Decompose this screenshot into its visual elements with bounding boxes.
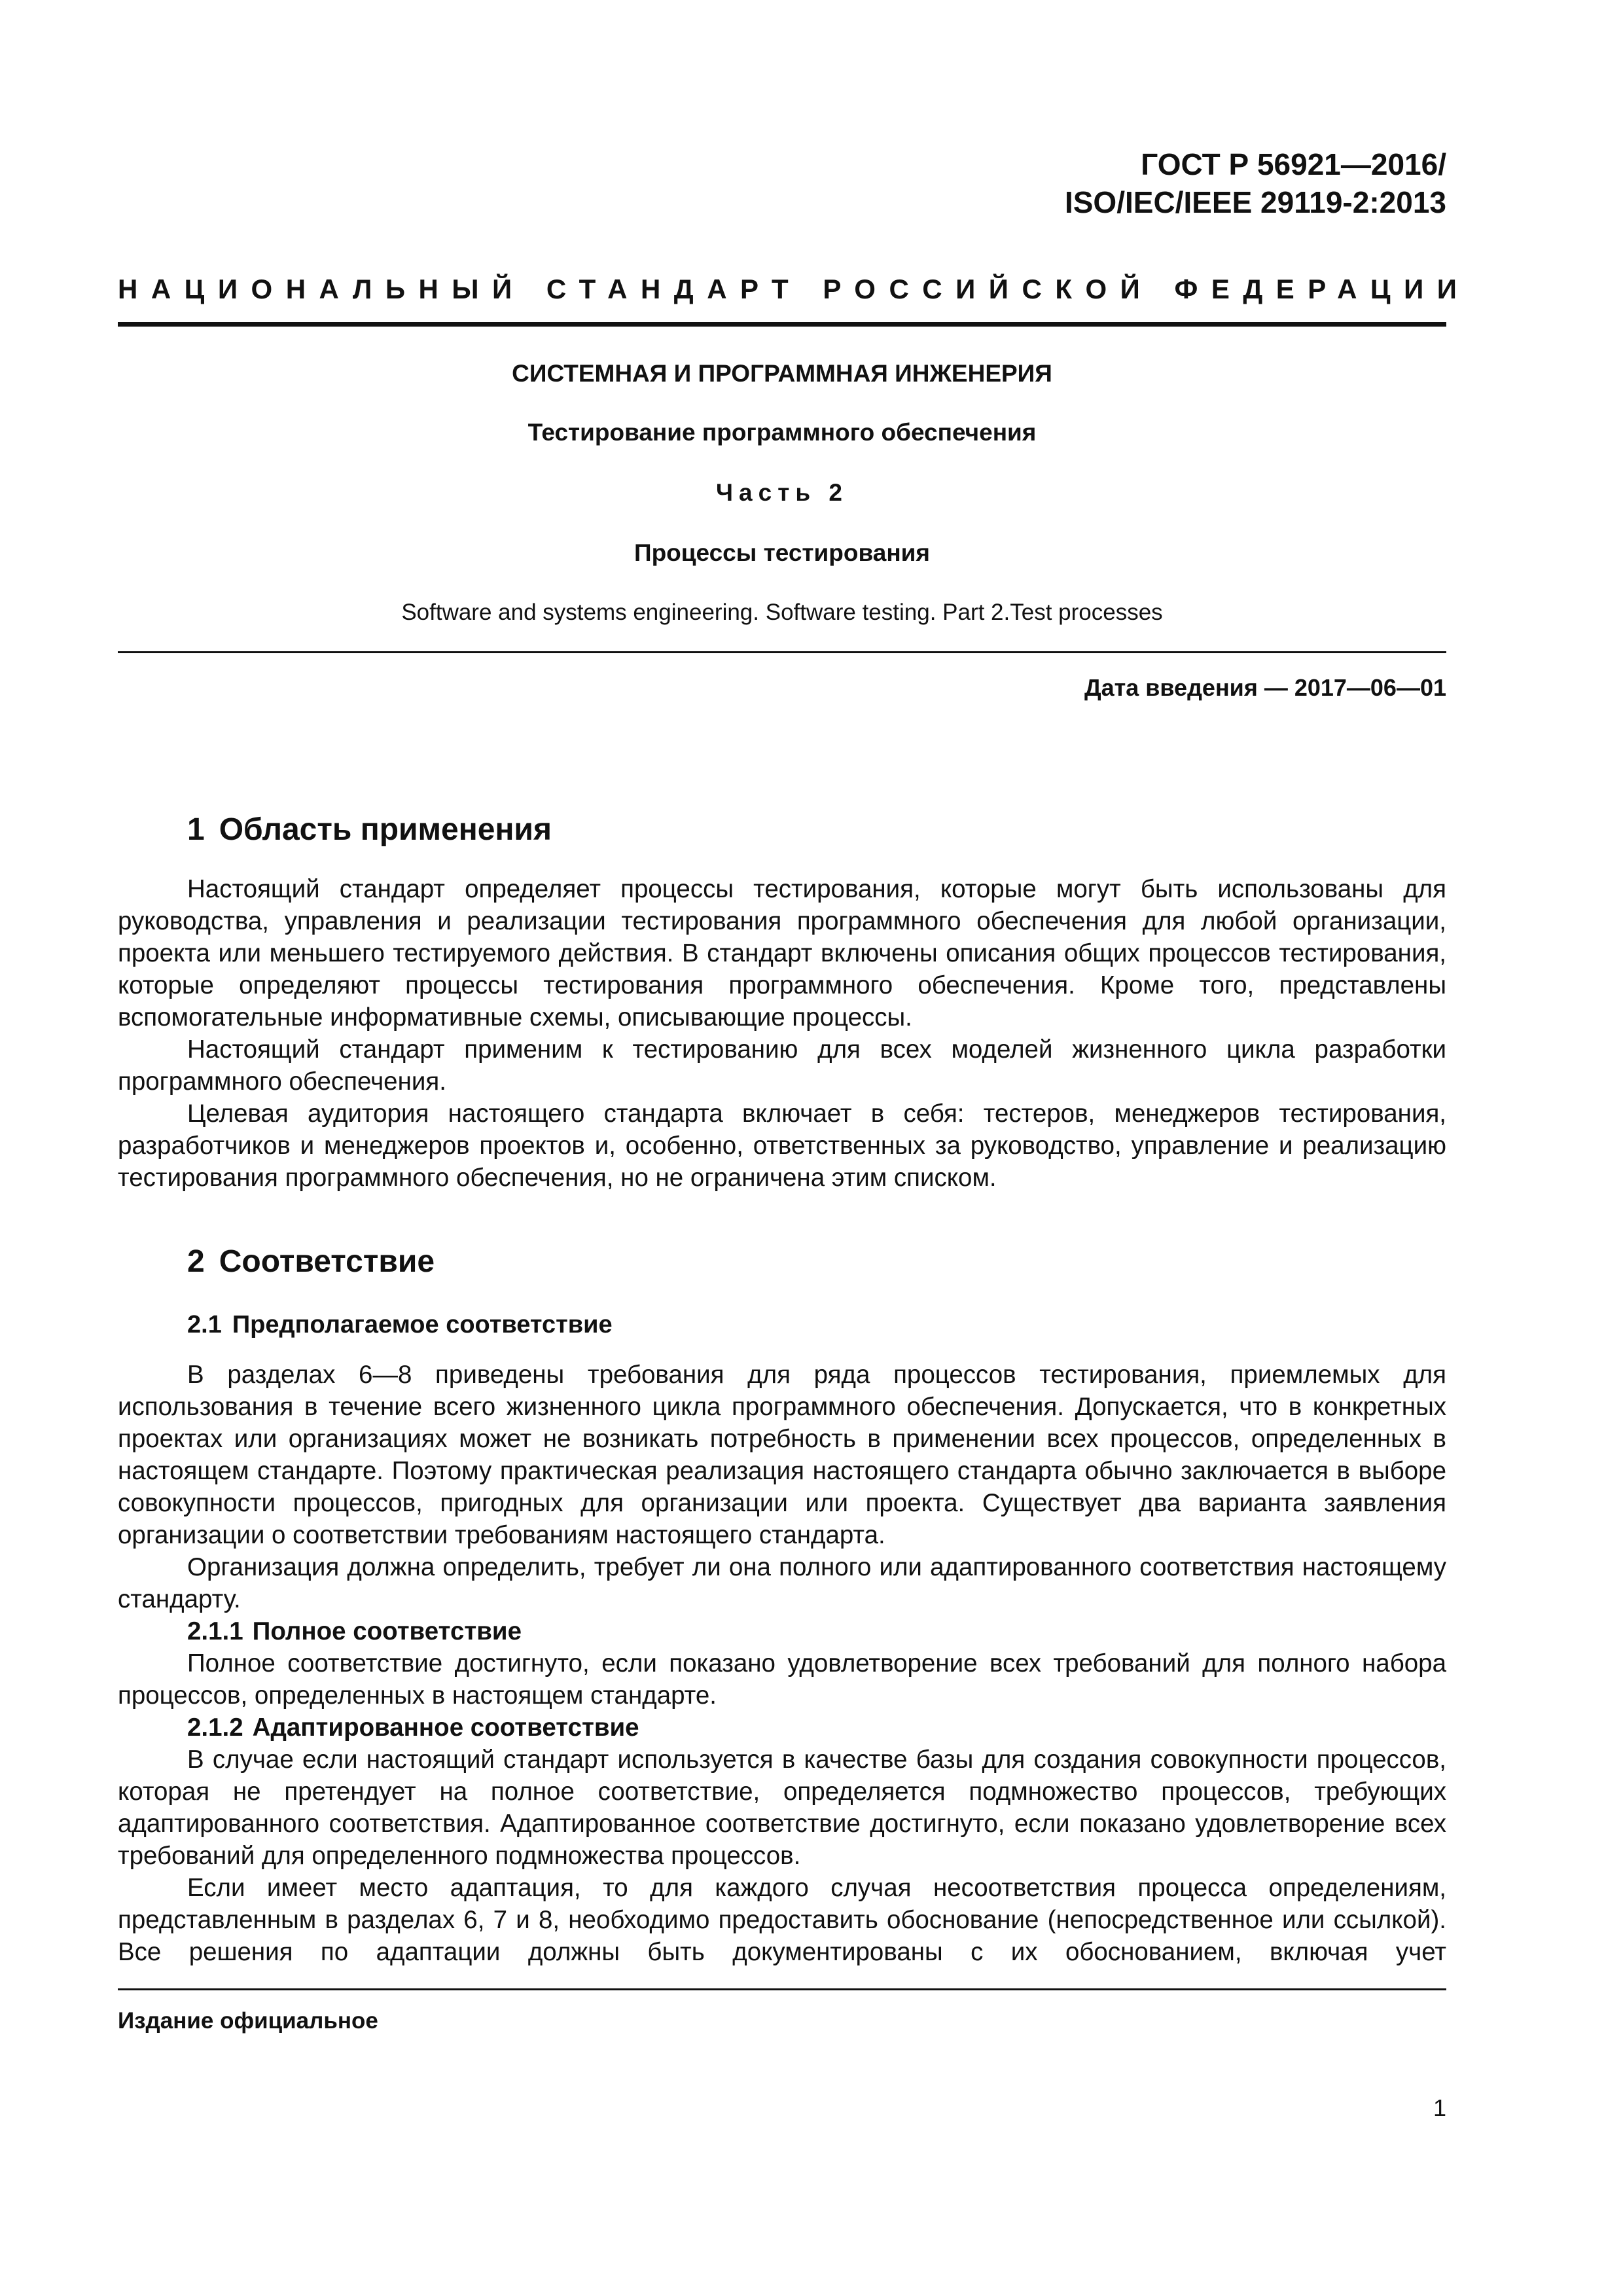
standard-identifier [1065, 145, 1446, 221]
clause-number: 2.1.1 [187, 1617, 243, 1645]
part-title: Процессы тестирования [633, 539, 931, 566]
paragraph: Организация должна определить, требует ли она полного или адаптированного соответствия настоящему стандарту. [118, 1553, 1446, 1613]
paragraph: Настоящий стандарт определяет процессы тестирования, которые могут быть использованы для руководства, управления и реализации тестирования программного обеспечения для любой организации, проекта или меньшего тестируемого действия. В стандарт включены описания общих процессов тестирования, которые определяют процессы тестирования программного обеспечения. Кроме того, представлены вспомогательные информативные схемы, описывающие процессы. [118, 875, 1446, 1031]
clause-title: Адаптированное соответствие [252, 1713, 639, 1742]
page-number: 1 [1433, 2094, 1446, 2121]
part-label: Часть 2 [716, 479, 848, 506]
english-title: Software and systems engineering. Software testing. Part 2.Test processes [401, 600, 1163, 625]
introduction-date: Дата введения — 2017—06—01 [1084, 674, 1446, 701]
subsection-2-1-heading [187, 1311, 613, 1339]
section-number: 2 [187, 1244, 205, 1279]
official-edition-label: Издание официальное [118, 2008, 378, 2034]
clause-2-1-1-heading [118, 1615, 1446, 1647]
clause-number: 2.1.2 [187, 1713, 243, 1742]
paragraph: Целевая аудитория настоящего стандарта включает в себя: тестеров, менеджеров тестирования, разработчиков и менеджеров проектов и, особенно, ответственных за руководство, управление и реализацию тестирования программного обеспечения, но не ограничена этим списком. [118, 1100, 1446, 1192]
standard-number-line1: ГОСТ Р 56921—2016/ [1141, 147, 1446, 181]
subsection-title: Предполагаемое соответствие [232, 1311, 613, 1338]
standard-number-line2: ISO/IEC/IEEE 29119-2:2013 [1064, 185, 1446, 219]
section-number: 1 [187, 812, 205, 847]
national-standard-banner: НАЦИОНАЛЬНЫЙ СТАНДАРТ РОССИЙСКОЙ ФЕДЕРАЦИИ [118, 274, 1471, 304]
document-subtitle: Тестирование программного обеспечения [527, 419, 1037, 446]
section-1-heading [187, 812, 552, 848]
section-title: Соответствие [219, 1244, 435, 1279]
section-1-body [118, 873, 1446, 1194]
document-title: СИСТЕМНАЯ И ПРОГРАММНАЯ ИНЖЕНЕРИЯ [512, 360, 1052, 387]
section-title: Область применения [219, 812, 552, 847]
paragraph: Если имеет место адаптация, то для каждого случая несоответствия процесса определениям, представленным в разделах 6, 7 и 8, необходимо предоставить обоснование (непосредственное или ссылкой). Все решения по адаптации должны быть документированы с их обоснованием, включая учет [118, 1874, 1446, 1966]
footer-rule [118, 1988, 1446, 1990]
header-rule [118, 322, 1446, 327]
paragraph: В разделах 6—8 приведены требования для ряда процессов тестирования, приемлемых для использования в течение всего жизненного цикла программного обеспечения. Допускается, что в конкретных проектах или организациях может не возникать потребность в применении всех процессов, определенных в настоящем стандарте. Поэтому практическая реализация настоящего стандарта обычно заключается в выборе совокупности процессов, пригодных для организации или проекта. Существует два варианта заявления организации о соответствии требованиям настоящего стандарта. [118, 1361, 1446, 1549]
paragraph: Настоящий стандарт применим к тестированию для всех моделей жизненного цикла разработки программного обеспечения. [118, 1035, 1446, 1096]
paragraph: В случае если настоящий стандарт используется в качестве базы для создания совокупности процессов, которая не претендует на полное соответствие, определяется подмножество процессов, требующих адаптированного соответствия. Адаптированное соответствие достигнуто, если показано удовлетворение всех требований для определенного подмножества процессов. [118, 1746, 1446, 1870]
subsection-number: 2.1 [187, 1311, 222, 1338]
clause-2-1-2-heading [118, 1712, 1446, 1744]
clause-title: Полное соответствие [252, 1617, 522, 1645]
title-rule [118, 651, 1446, 653]
paragraph: Полное соответствие достигнуто, если показано удовлетворение всех требований для полного набора процессов, определенных в настоящем стандарте. [118, 1649, 1446, 1710]
section-2-body [118, 1359, 1446, 1968]
section-2-heading [187, 1244, 435, 1280]
